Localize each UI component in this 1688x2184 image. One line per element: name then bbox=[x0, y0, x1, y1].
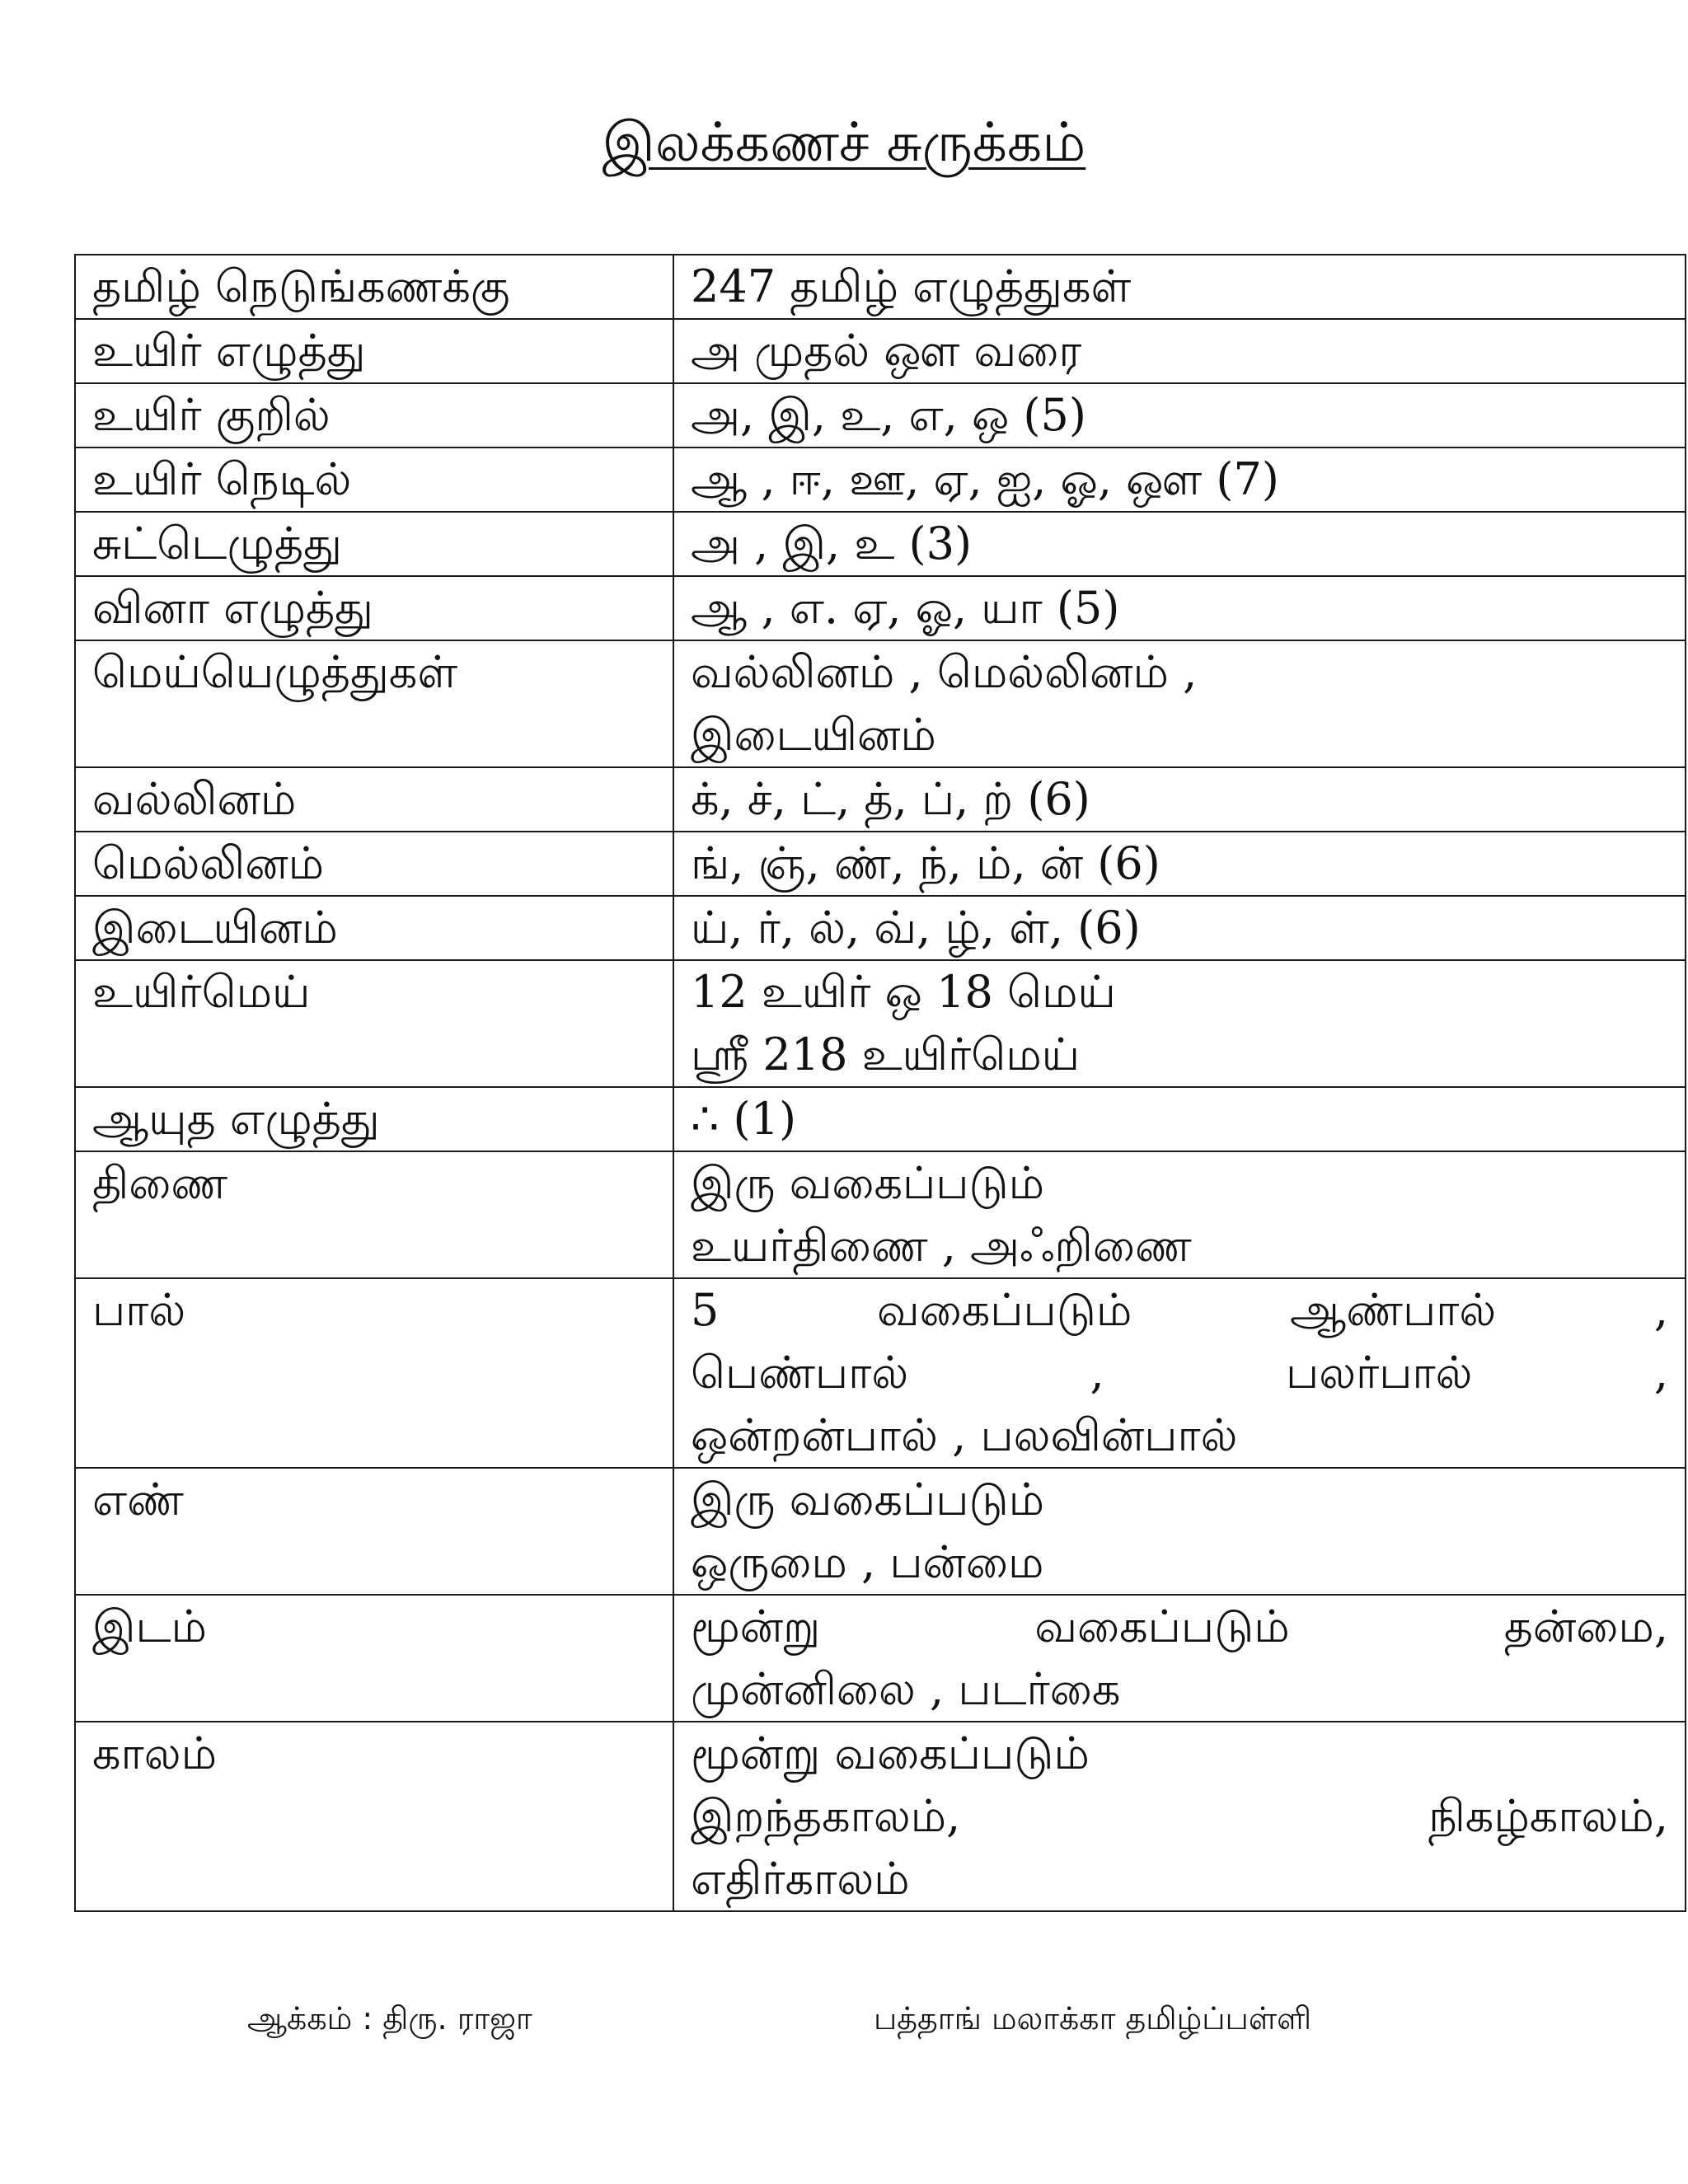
table-row bbox=[75, 512, 1686, 576]
value-line: மூன்று வகைப்படும் தன்மை, bbox=[691, 1601, 1668, 1652]
value-cell bbox=[673, 383, 1686, 448]
value-line: இரு வகைப்படும் bbox=[691, 1157, 1045, 1209]
table-row bbox=[75, 896, 1686, 960]
term-label: பால் bbox=[92, 1284, 186, 1336]
value-line: இறந்தகாலம், நிகழ்காலம், bbox=[691, 1790, 1668, 1842]
value-cell bbox=[673, 767, 1686, 832]
value-line: அ, இ, உ, எ, ஒ (5) bbox=[691, 389, 1086, 441]
table-row bbox=[75, 1468, 1686, 1595]
value-line: அ முதல் ஔ வரை bbox=[691, 325, 1082, 377]
term-cell bbox=[75, 383, 673, 448]
value-cell bbox=[673, 640, 1686, 767]
value-line: அ , இ, உ (3) bbox=[691, 518, 973, 569]
term-label: உயிர் நெடில் bbox=[92, 453, 352, 505]
table-row bbox=[75, 255, 1686, 319]
value-line: 12 உயிர் ஒ 18 மெய் bbox=[691, 966, 1116, 1018]
term-label: இடையினம் bbox=[92, 902, 338, 954]
table-row bbox=[75, 832, 1686, 896]
value-line: இரு வகைப்படும் bbox=[691, 1474, 1045, 1526]
table-row bbox=[75, 576, 1686, 640]
term-label: இடம் bbox=[92, 1601, 207, 1652]
value-line: உயர்திணை , அஃறிணை bbox=[691, 1220, 1192, 1272]
value-line: முன்னிலை , படர்கை bbox=[691, 1663, 1121, 1715]
value-cell bbox=[673, 1722, 1686, 1911]
table-row bbox=[75, 767, 1686, 832]
value-line: இடையினம் bbox=[691, 709, 936, 761]
value-cell bbox=[673, 1087, 1686, 1151]
term-label: திணை bbox=[92, 1157, 228, 1209]
term-label: உயிர்மெய் bbox=[92, 966, 311, 1018]
table-row bbox=[75, 960, 1686, 1087]
value-line: க், ச், ட், த், ப், ற் (6) bbox=[691, 773, 1090, 825]
value-cell bbox=[673, 319, 1686, 383]
term-label: உயிர் குறில் bbox=[92, 389, 331, 441]
term-label: வல்லினம் bbox=[92, 773, 297, 825]
term-label: ஆயுத எழுத்து bbox=[92, 1093, 380, 1145]
term-cell bbox=[75, 896, 673, 960]
term-cell bbox=[75, 960, 673, 1087]
value-line: எதிர்காலம் bbox=[691, 1853, 910, 1905]
value-line: ஒன்றன்பால் , பலவின்பால் bbox=[691, 1409, 1238, 1461]
term-cell bbox=[75, 1595, 673, 1722]
term-cell bbox=[75, 767, 673, 832]
term-cell bbox=[75, 640, 673, 767]
term-cell bbox=[75, 1087, 673, 1151]
value-line: மூன்று வகைப்படும் bbox=[691, 1727, 1090, 1779]
value-cell bbox=[673, 576, 1686, 640]
author-credit: ஆக்கம் : திரு. ராஜா bbox=[247, 2000, 532, 2036]
table-row bbox=[75, 448, 1686, 512]
value-cell bbox=[673, 1278, 1686, 1468]
term-label: சுட்டெழுத்து bbox=[92, 518, 342, 569]
value-cell bbox=[673, 448, 1686, 512]
page-title: இலக்கணச் சுருக்கம் bbox=[602, 110, 1086, 174]
term-cell bbox=[75, 1151, 673, 1278]
term-cell bbox=[75, 512, 673, 576]
value-line: 247 தமிழ் எழுத்துகள் bbox=[691, 260, 1132, 312]
table-row bbox=[75, 1087, 1686, 1151]
value-cell bbox=[673, 512, 1686, 576]
value-line: ஒருமை , பன்மை bbox=[691, 1536, 1044, 1588]
term-cell bbox=[75, 576, 673, 640]
value-line: ங், ஞ், ண், ந், ம், ன் (6) bbox=[691, 837, 1160, 889]
value-cell bbox=[673, 1595, 1686, 1722]
term-label: மெல்லினம் bbox=[92, 837, 325, 889]
table-row bbox=[75, 1151, 1686, 1278]
table-row bbox=[75, 383, 1686, 448]
value-cell bbox=[673, 1468, 1686, 1595]
term-cell bbox=[75, 255, 673, 319]
term-label: காலம் bbox=[92, 1727, 218, 1779]
term-cell bbox=[75, 448, 673, 512]
term-label: வினா எழுத்து bbox=[92, 582, 374, 634]
term-cell bbox=[75, 1278, 673, 1468]
value-line: பெண்பால் , பலர்பால் , bbox=[691, 1347, 1668, 1399]
table-row bbox=[75, 640, 1686, 767]
value-line: ∴ (1) bbox=[691, 1093, 797, 1145]
term-label: தமிழ் நெடுங்கணக்கு bbox=[92, 260, 510, 312]
value-cell bbox=[673, 832, 1686, 896]
value-line: ய், ர், ல், வ், ழ், ள், (6) bbox=[691, 902, 1141, 954]
table-row bbox=[75, 1722, 1686, 1911]
value-cell bbox=[673, 896, 1686, 960]
value-cell bbox=[673, 1151, 1686, 1278]
value-line: ஆ , எ. ஏ, ஓ, யா (5) bbox=[691, 582, 1120, 634]
table-row bbox=[75, 1278, 1686, 1468]
term-cell bbox=[75, 319, 673, 383]
term-cell bbox=[75, 1468, 673, 1595]
value-line: ஸ்ரீ 218 உயிர்மெய் bbox=[691, 1029, 1081, 1080]
value-cell bbox=[673, 960, 1686, 1087]
value-line: 5 வகைப்படும் ஆண்பால் , bbox=[691, 1284, 1668, 1336]
term-label: மெய்யெழுத்துகள் bbox=[92, 646, 458, 698]
value-line: வல்லினம் , மெல்லினம் , bbox=[691, 646, 1198, 698]
term-label: உயிர் எழுத்து bbox=[92, 325, 366, 377]
value-cell bbox=[673, 255, 1686, 319]
school-name: பத்தாங் மலாக்கா தமிழ்ப்பள்ளி bbox=[874, 2000, 1312, 2036]
table-row bbox=[75, 319, 1686, 383]
grammar-table bbox=[74, 254, 1686, 1912]
table-row bbox=[75, 1595, 1686, 1722]
term-label: எண் bbox=[92, 1474, 184, 1526]
term-cell bbox=[75, 1722, 673, 1911]
value-line: ஆ , ஈ, ஊ, ஏ, ஐ, ஓ, ஔ (7) bbox=[691, 453, 1279, 505]
term-cell bbox=[75, 832, 673, 896]
